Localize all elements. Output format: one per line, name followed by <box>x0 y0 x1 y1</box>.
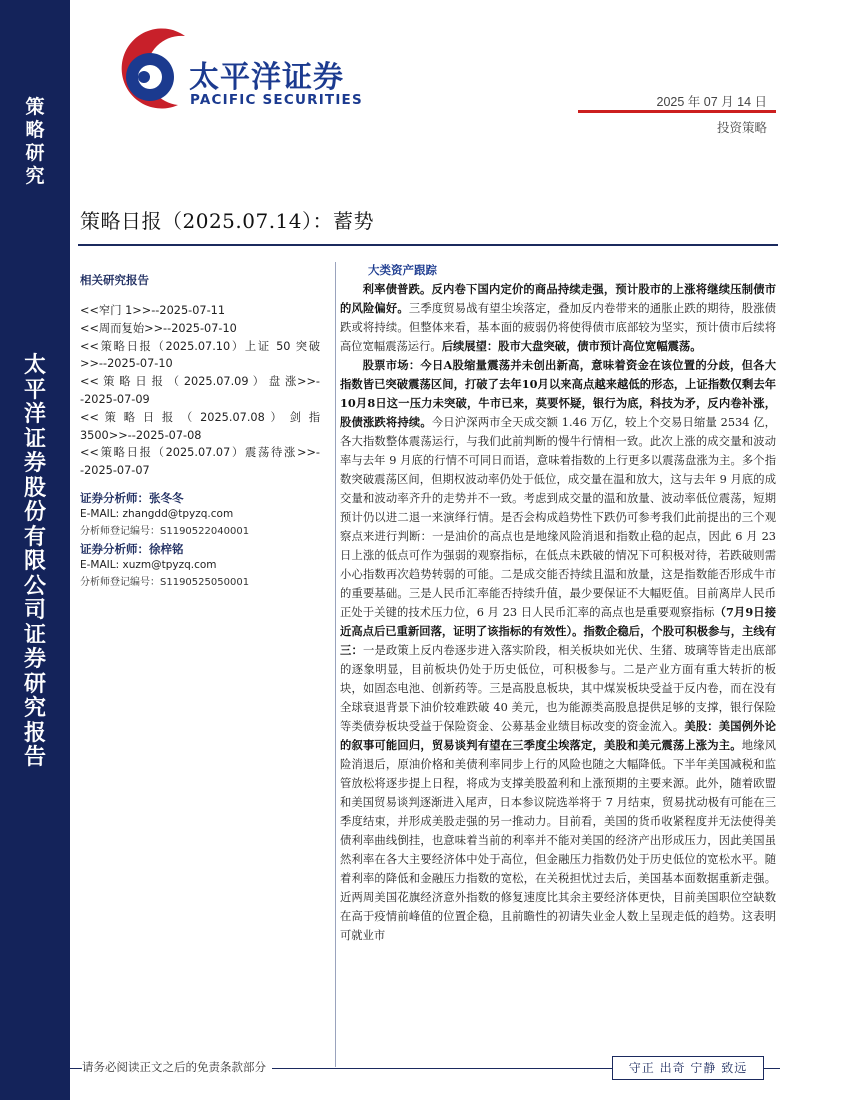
text-run: 一是政策上反内卷逐步进入落实阶段，相关板块如光伏、生猪、玻璃等皆走出底部的逐象明显，目前板块仍处于历史低位，可积极参与。二是产业方面有重大转折的板块，如固态电池、创新药等。三是高股息板块，其中煤炭板块受益于反内卷，而在没有全球衰退背景下油价较难跌破 40 美元，也为能源类高股息提供足够的支撑，银行保险等类债券板块受益于保险资金、公募基金业绩目标改变的资金流入。 <box>340 644 776 733</box>
title-divider <box>78 244 778 246</box>
sidebar-company-label: 太 平 洋 证 券 股 份 有 限 公 司 证 券 研 究 报 告 <box>23 352 46 770</box>
related-reports-heading: 相关研究报告 <box>80 273 149 287</box>
bold-text-run: （7月9日接近高点后已重新回落，证明了该指标的有效性）。指数企稳后，个股可积极参与，主线有三： <box>340 605 776 657</box>
header-divider <box>578 110 776 113</box>
paragraph-equities <box>340 356 776 945</box>
analyst-registration: 分析师登记编号：S1190525050001 <box>80 576 250 588</box>
report-date: 2025 年 07 月 14 日 <box>656 95 767 109</box>
section-heading: 大类资产跟踪 <box>368 263 437 277</box>
bold-text-run: 后续展望：股市大盘突破，债市预计高位宽幅震荡。 <box>441 339 702 353</box>
analyst-registration: 分析师登记编号：S1190522040001 <box>80 525 250 537</box>
analyst-email: E-MAIL: xuzm@tpyzq.com <box>80 558 217 571</box>
related-reports-list <box>80 302 320 480</box>
analyst-name: 证券分析师：徐梓铭 <box>80 541 184 556</box>
disclaimer-note: 请务必阅读正文之后的免责条款部分 <box>82 1059 272 1075</box>
analyst-list <box>80 490 320 588</box>
text-run: 今日沪深两市全天成交额 1.46 万亿，较上个交易日缩量 2534 亿，各大指数整体震荡运行，与我们此前判断的慢牛行情相一致。此次上涨的成交量和波动率与去年 9 月底的行情不可同日而语，意味着指数的上行更多以震荡盘涨为主。多个指数突破震荡区间，但期权波动率仍处于低位，成交量在温和放大，这与去年 9 月底的成交量和波动率齐升的走势并不一致。考虑到成交量的温和放量、波动率低位震荡，短期预计仍以进二退一来演绎行情。是否会构成趋势性下跌仍可参考我们此前提出的三个观察点来进行判断：一是油价的高点也是地缘风险消退和指数止稳的起点，因此 6 月 23 日上涨的低点可作为强弱的观察指标，在低点未跌破的情况下可积极对待，若跌破则需小心指数再次趋势转弱的可能。二是成交能否持续且温和放量，这是指数能否形成牛市的重要基础。三是人民币汇率能否持续升值，最少要保证不大幅贬值。目前离岸人民币正处于关键的技术压力位，6 月 23 日人民币汇率的高点也是重要观察指标 <box>340 416 776 619</box>
text-run: 地缘风险消退后，原油价格和美债利率同步上行的风险也随之大幅降低。下半年美国减税和监管放松将逐步提上日程，将成为支撑美股盈利和上涨预期的主要来源。此外，随着欧盟和美国贸易谈判逐渐进入尾声，日本参议院选举将于 7 月结束，贸易扰动极有可能在三季度结束，并形成美股走强的另一推动力。目前看，美国的货币收紧程度并无法使得美债利率曲线倒挂，也意味着当前的利率并不能对美国的经济产出形成压力，因此美国虽然利率在各大主要经济体中处于高位，但金融压力指数仍处于历史低位的宽松水平。随着利率的降低和金融压力指数的宽松，在关税担忧过去后，美国基本面数据重新走强。近两周美国花旗经济意外指数的修复速度比其余主要经济体更快，目前美国职位空缺数在高于疫情前峰值的位置企稳，且前瞻性的初请失业金人数上呈现走低的趋势。这表明可就业市 <box>340 739 776 942</box>
report-category: 投资策略 <box>716 121 767 135</box>
bold-text-run: 股票市场：今日A股缩量震荡并未创出新高，意味着资金在该位置的分歧，但各大指数皆已突破震荡区间，打破了去年10月以来高点越来越低的形态，上证指数仅剩去年10月8日这一压力未突破，牛市已来，莫要怀疑，银行为底，科技为矛，反内卷补涨，股债涨跌将持续。 <box>340 358 776 429</box>
logo-text-cn: 太平洋证券 <box>189 60 344 95</box>
related-report-item: <<周而复始>>--2025-07-10 <box>80 321 237 335</box>
analyst-email: E-MAIL: zhangdd@tpyzq.com <box>80 507 234 520</box>
page-title: 策略日报（2025.07.14）：蓄势 <box>80 209 375 233</box>
logo-text-en: PACIFIC SECURITIES <box>190 92 363 108</box>
related-report-item: <<窄门 1>>--2025-07-11 <box>80 304 226 317</box>
right-column <box>340 262 776 945</box>
related-report-item: << 策 略 日 报 （ 2025.07.09 ） 盘 涨>>--2025-07-09 <box>80 375 320 406</box>
left-column <box>80 270 320 588</box>
related-report-item: <<策略日报（2025.07.10）上证 50 突破>>--2025-07-10 <box>80 339 320 371</box>
sidebar-category-label: 策 略 研 究 <box>25 96 45 187</box>
bold-text-run: 美股：美国例外论的叙事可能回归，贸易谈判有望在三季度尘埃落定，美股和美元震荡上涨为主。 <box>340 719 776 752</box>
paragraph-bonds <box>340 280 776 356</box>
company-motto: 守正 出奇 宁静 致远 <box>612 1056 764 1080</box>
text-run: 三季度贸易战有望尘埃落定，叠加反内卷带来的通胀止跌的期待，股涨债跌或将持续。但整体来看，基本面的疲弱仍将使得债市底部较为坚实，预计债市后续将高位宽幅震荡运行。 <box>340 302 776 353</box>
left-sidebar <box>0 0 70 1100</box>
related-report-item: << 策 略 日 报 （ 2025.07.08 ） 剑 指 3500>>--2025-07-08 <box>80 410 320 442</box>
column-divider <box>335 262 336 1067</box>
report-body <box>340 280 776 945</box>
analyst-name: 证券分析师：张冬冬 <box>80 490 184 505</box>
bold-text-run: 利率债普跌。反内卷下国内定价的商品持续走强，预计股市的上涨将继续压制债市的风险偏好。 <box>340 282 776 315</box>
related-report-item: <<策略日报（2025.07.07）震荡待涨>>--2025-07-07 <box>80 446 320 478</box>
